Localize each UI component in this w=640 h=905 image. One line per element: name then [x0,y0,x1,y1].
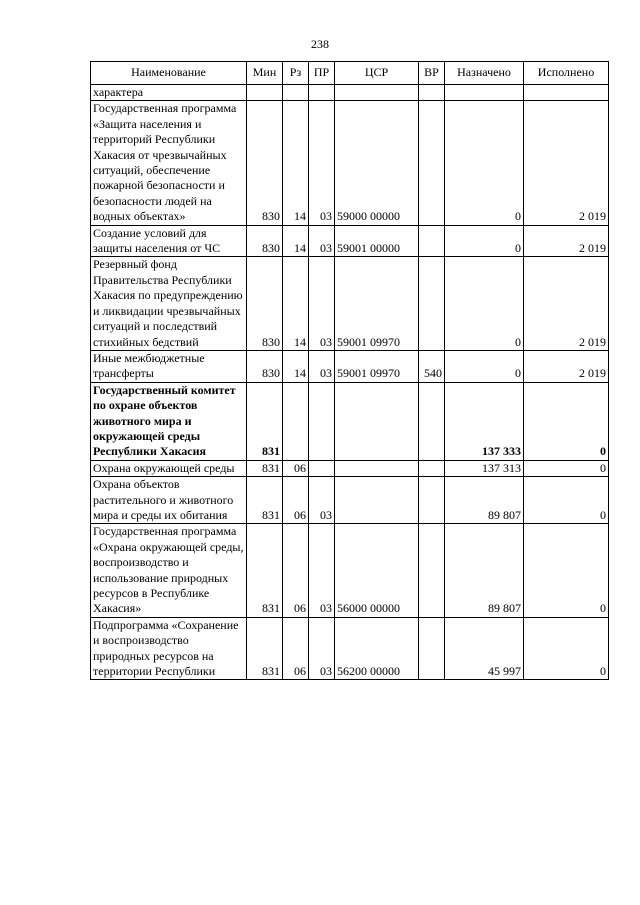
cell-assigned: 0 [445,225,524,257]
cell-assigned: 45 997 [445,617,524,680]
table-row [91,225,609,257]
header-csr: ЦСР [335,62,419,85]
table-row [91,460,609,476]
header-rz: Рз [283,62,309,85]
header-assigned: Назначено [445,62,524,85]
cell-csr: 56200 00000 [335,617,419,680]
cell-csr: 59000 00000 [335,101,419,225]
cell-rz: 14 [283,101,309,225]
cell-executed: 2 019 [524,257,609,350]
cell-executed: 0 [524,477,609,524]
table-row [91,382,609,460]
cell-name: Иные межбюджетные трансферты [91,350,247,382]
cell-name: Государственная программа «Защита населения и территорий Республики Хакасия от чрезвычайных ситуаций, обеспечение пожарной безопасности и безопасности людей на водных объектах» [91,101,247,225]
header-min: Мин [247,62,283,85]
table-row [91,617,609,680]
cell-assigned [445,85,524,101]
cell-assigned: 137 313 [445,460,524,476]
cell-vr [419,617,445,680]
cell-name: Охрана объектов растительного и животного мира и среды их обитания [91,477,247,524]
cell-pr: 03 [309,350,335,382]
header-vr: ВР [419,62,445,85]
cell-assigned: 0 [445,350,524,382]
cell-rz: 14 [283,350,309,382]
cell-rz [283,85,309,101]
table-row [91,257,609,350]
cell-assigned: 0 [445,257,524,350]
cell-vr [419,85,445,101]
cell-rz [283,382,309,460]
cell-executed: 0 [524,382,609,460]
cell-csr [335,382,419,460]
cell-name: Государственный комитет по охране объектов животного мира и окружающей среды Республики Хакасия [91,382,247,460]
budget-table [90,61,609,680]
cell-vr [419,460,445,476]
cell-min: 831 [247,460,283,476]
table-row [91,524,609,617]
table-row [91,101,609,225]
cell-pr: 03 [309,225,335,257]
cell-executed: 2 019 [524,225,609,257]
cell-rz: 14 [283,257,309,350]
cell-name: Охрана окружающей среды [91,460,247,476]
cell-executed: 0 [524,460,609,476]
header-name: Наименование [91,62,247,85]
cell-rz: 14 [283,225,309,257]
cell-vr: 540 [419,350,445,382]
cell-rz: 06 [283,460,309,476]
cell-assigned: 89 807 [445,477,524,524]
table-row [91,350,609,382]
cell-assigned: 89 807 [445,524,524,617]
cell-min: 831 [247,617,283,680]
cell-pr: 03 [309,101,335,225]
cell-executed: 0 [524,617,609,680]
cell-csr: 59001 00000 [335,225,419,257]
cell-assigned: 137 333 [445,382,524,460]
cell-rz: 06 [283,524,309,617]
page-number: 238 [311,37,329,51]
cell-min: 830 [247,257,283,350]
cell-min [247,85,283,101]
cell-vr [419,257,445,350]
cell-min: 830 [247,225,283,257]
cell-pr: 03 [309,524,335,617]
cell-vr [419,382,445,460]
cell-rz: 06 [283,617,309,680]
cell-name: Подпрограмма «Сохранение и воспроизводство природных ресурсов на территории Республики [91,617,247,680]
cell-pr: 03 [309,477,335,524]
cell-pr [309,460,335,476]
cell-vr [419,225,445,257]
table-header-row [91,62,609,85]
table-row [91,85,609,101]
cell-executed [524,85,609,101]
cell-min: 830 [247,101,283,225]
cell-pr [309,85,335,101]
cell-executed: 0 [524,524,609,617]
cell-csr: 59001 09970 [335,257,419,350]
cell-pr: 03 [309,617,335,680]
cell-csr [335,85,419,101]
table-body [91,85,609,680]
cell-pr [309,382,335,460]
cell-assigned: 0 [445,101,524,225]
cell-rz: 06 [283,477,309,524]
cell-executed: 2 019 [524,101,609,225]
cell-csr: 56000 00000 [335,524,419,617]
cell-csr [335,477,419,524]
header-pr: ПР [309,62,335,85]
cell-name: Государственная программа «Охрана окружающей среды, воспроизводство и использование природных ресурсов в Республике Хакасия» [91,524,247,617]
cell-min: 831 [247,524,283,617]
cell-vr [419,101,445,225]
cell-executed: 2 019 [524,350,609,382]
table-row [91,477,609,524]
header-executed: Исполнено [524,62,609,85]
cell-name: характера [91,85,247,101]
cell-csr: 59001 09970 [335,350,419,382]
cell-min: 831 [247,382,283,460]
cell-min: 830 [247,350,283,382]
cell-min: 831 [247,477,283,524]
cell-pr: 03 [309,257,335,350]
cell-name: Создание условий для защиты населения от ЧС [91,225,247,257]
cell-vr [419,477,445,524]
cell-name: Резервный фонд Правительства Республики Хакасия по предупреждению и ликвидации чрезвычайных ситуаций и последствий стихийных бедствий [91,257,247,350]
cell-csr [335,460,419,476]
cell-vr [419,524,445,617]
